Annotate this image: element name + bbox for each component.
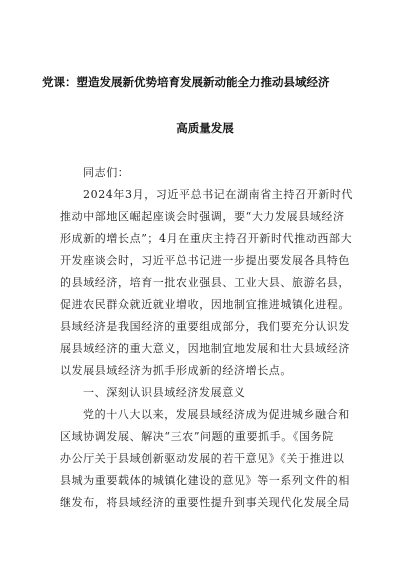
paragraph-line: 展县域经济的重大意义，因地制宜地发展和壮大县域经济: [60, 342, 350, 355]
paragraph-line: 党的十八大以来，发展县域经济成为促进城乡融合和: [83, 408, 350, 421]
section-heading: 一、深刻认识县域经济发展意义: [83, 386, 246, 399]
paragraph-line: 促进农民群众就近就业增收，因地制宜推进城镇化进程。: [60, 298, 350, 311]
document-title-line-1: 党课：塑造发展新优势培育发展新动能全力推动县域经济: [42, 75, 330, 89]
paragraph-line: 县域经济是我国经济的重要组成部分，我们要充分认识发: [60, 320, 350, 333]
document-body: [60, 162, 360, 514]
paragraph-line: 继发布，将县域经济的重要性提升到事关现代化发展全局: [60, 496, 350, 509]
document-title-line-2: 高质量发展: [176, 121, 234, 135]
paragraph-line: 以发展县域经济为抓手形成新的经济增长点。: [60, 364, 292, 377]
paragraph-line: 区域协调发展、解决“三农”问题的重要抓手。《国务院: [60, 430, 334, 443]
paragraph-line: 县城为重要载体的城镇化建设的意见》等一系列文件的相: [60, 474, 350, 487]
paragraph-line: 的县域经济，培育一批农业强县、工业大县、旅游名县，: [60, 276, 350, 289]
greeting: 同志们：: [83, 166, 130, 179]
paragraph-line: 开发座谈会时，习近平总书记进一步提出要发展各具特色: [60, 254, 350, 267]
paragraph-line: 2024年3月，习近平总书记在湖南省主持召开新时代: [83, 188, 353, 201]
paragraph-line: 办公厅关于县域创新驱动发展的若干意见》《关于推进以: [60, 452, 345, 465]
paragraph-line: 推动中部地区崛起座谈会时强调，要“大力发展县域经济: [60, 210, 345, 223]
paragraph-line: 形成新的增长点”；4月在重庆主持召开新时代推动西部大: [60, 232, 353, 245]
